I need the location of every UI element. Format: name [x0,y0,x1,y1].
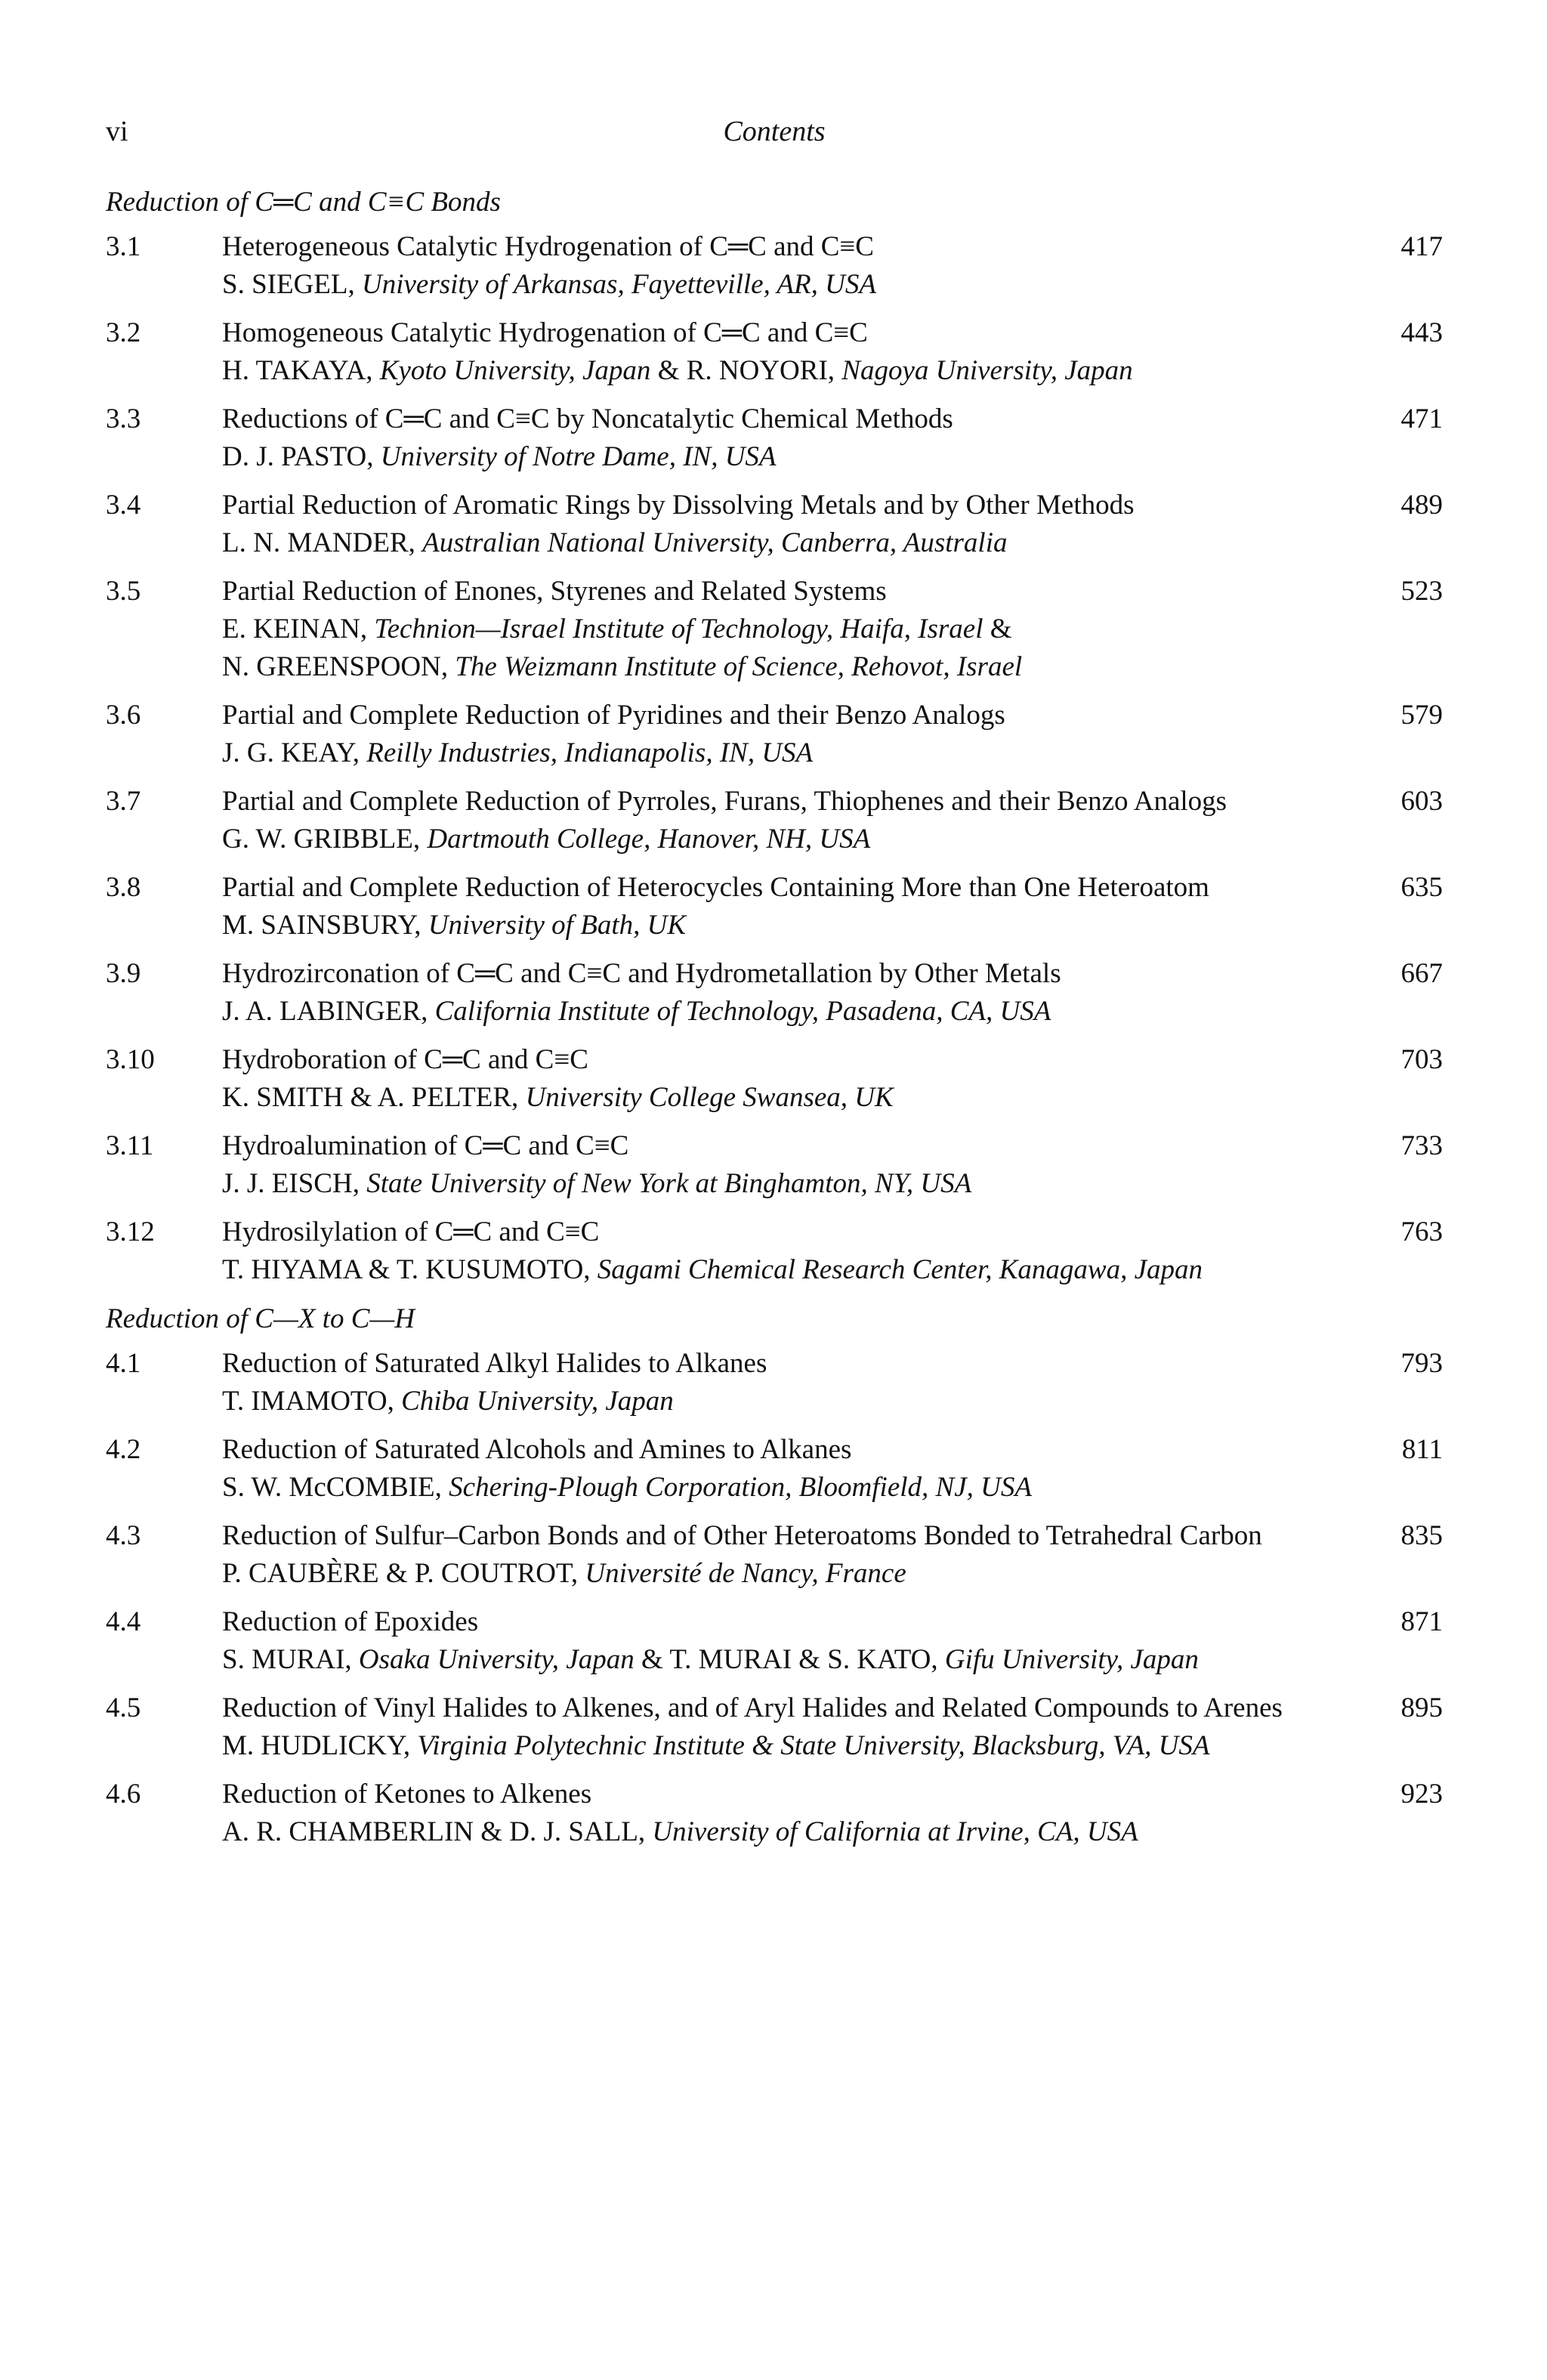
page-reference: 895 [1400,1692,1443,1723]
author-names: S. W. McCOMBIE, [222,1472,442,1503]
page-reference: 417 [1400,231,1443,262]
author-line [222,1383,1302,1420]
chapter-details [222,1127,1302,1203]
page-reference: 489 [1400,490,1443,521]
author-line [222,1165,1302,1203]
chapter-title: Partial Reduction of Enones, Styrenes and Related Systems [222,576,887,607]
page-reference: 471 [1400,403,1443,434]
page-reference: 763 [1400,1216,1443,1247]
author-affiliation: Osaka University, Japan [358,1644,635,1675]
page-reference: 703 [1400,1044,1443,1075]
author-line [222,648,1302,686]
chapter-number: 4.6 [106,1779,141,1810]
author-names: M. HUDLICKY, [222,1730,411,1761]
chapter-details [222,1431,1302,1507]
author-line [222,1469,1302,1507]
chapter-title: Partial and Complete Reduction of Heterocycles Containing More than One Heteroatom [222,872,1209,903]
toc-entry [106,314,1443,390]
toc-entry [106,1689,1443,1765]
chapter-details [222,1041,1302,1117]
chapter-title: Heterogeneous Catalytic Hydrogenation of C═C and C≡C [222,231,874,262]
author-affiliation: Australian National University, Canberra, Australia [422,527,1008,558]
chapter-number: 3.11 [106,1130,154,1161]
chapter-title: Reduction of Epoxides [222,1606,479,1637]
author-line [222,821,1302,858]
chapter-title: Reduction of Sulfur–Carbon Bonds and of Other Heteroatoms Bonded to Tetrahedral Carbon [222,1520,1262,1551]
page-reference: 811 [1401,1434,1443,1465]
chapter-details [222,1517,1302,1593]
author-names: H. TAKAYA, [222,355,373,386]
author-affiliation: Nagoya University, Japan [841,355,1133,386]
page-reference: 603 [1400,786,1443,817]
chapter-details [222,697,1302,772]
author-affiliation: Reilly Industries, Indianapolis, IN, USA [366,737,814,768]
author-line [222,907,1302,944]
author-names: & T. MURAI & S. KATO, [634,1644,945,1675]
author-line [222,524,1302,562]
author-line [222,352,1302,390]
chapter-details [222,955,1302,1031]
toc-entry [106,1041,1443,1117]
author-affiliation: Université de Nancy, France [585,1558,906,1589]
author-names: M. SAINSBURY, [222,910,421,941]
author-line [222,1641,1302,1679]
chapter-title: Reduction of Vinyl Halides to Alkenes, and of Aryl Halides and Related Compounds to Arenes [222,1692,1283,1723]
author-names: T. HIYAMA & T. KUSUMOTO, [222,1254,591,1285]
author-affiliation: University College Swansea, UK [525,1082,894,1113]
author-names: N. GREENSPOON, [222,651,449,682]
author-line [222,1727,1302,1765]
author-line [222,1079,1302,1117]
toc-entry [106,869,1443,944]
chapter-title: Hydroboration of C═C and C≡C [222,1044,588,1075]
author-line [222,438,1302,476]
author-line [222,610,1302,648]
author-affiliation: University of Bath, UK [428,910,686,941]
author-names: J. J. EISCH, [222,1168,360,1199]
chapter-number: 4.5 [106,1692,141,1723]
chapter-number: 3.2 [106,317,141,348]
author-line [222,734,1302,772]
chapter-details [222,228,1302,304]
author-affiliation: Kyoto University, Japan [379,355,651,386]
toc-entry [106,783,1443,858]
chapter-number: 3.3 [106,403,141,434]
chapter-number: 3.7 [106,786,141,817]
chapter-number: 3.1 [106,231,141,262]
author-names: S. SIEGEL, [222,269,355,300]
author-affiliation: State University of New York at Binghamton, NY, USA [366,1168,972,1199]
author-names: J. G. KEAY, [222,737,360,768]
section-heading: Reduction of C—X to C—H [106,1303,415,1334]
author-affiliation: University of Arkansas, Fayetteville, AR, USA [362,269,876,300]
toc-entry [106,487,1443,562]
chapter-details [222,1689,1302,1765]
author-names: A. R. CHAMBERLIN & D. J. SALL, [222,1816,646,1847]
chapter-number: 4.2 [106,1434,141,1465]
author-affiliation: Virginia Polytechnic Institute & State University, Blacksburg, VA, USA [417,1730,1210,1761]
toc-entry [106,1213,1443,1289]
chapter-title: Partial and Complete Reduction of Pyridines and their Benzo Analogs [222,700,1005,731]
author-line [222,266,1302,304]
chapter-details [222,1345,1302,1420]
toc-entry [106,1776,1443,1851]
section-heading: Reduction of C═C and C≡C Bonds [106,187,501,218]
toc-entry [106,1517,1443,1593]
chapter-details [222,869,1302,944]
chapter-details [222,314,1302,390]
chapter-title: Partial and Complete Reduction of Pyrroles, Furans, Thiophenes and their Benzo Analogs [222,786,1227,817]
chapter-title: Partial Reduction of Aromatic Rings by Dissolving Metals and by Other Methods [222,490,1135,521]
chapter-number: 3.10 [106,1044,155,1075]
page-reference: 579 [1400,700,1443,731]
chapter-title: Reduction of Ketones to Alkenes [222,1779,592,1810]
author-line [222,1813,1302,1851]
chapter-title: Hydrozirconation of C═C and C≡C and Hydrometallation by Other Metals [222,958,1061,989]
chapter-title: Hydroalumination of C═C and C≡C [222,1130,629,1161]
chapter-details [222,1603,1302,1679]
chapter-number: 3.9 [106,958,141,989]
chapter-details [222,487,1302,562]
author-affiliation: The Weizmann Institute of Science, Rehovot, Israel [455,651,1023,682]
toc-entry [106,400,1443,476]
chapter-title: Homogeneous Catalytic Hydrogenation of C═C and C≡C [222,317,868,348]
page-reference: 523 [1400,576,1443,607]
toc-entry [106,1345,1443,1420]
chapter-title: Reduction of Saturated Alcohols and Amines to Alkanes [222,1434,852,1465]
author-line [222,1251,1302,1289]
chapter-number: 3.12 [106,1216,155,1247]
page-reference: 733 [1400,1130,1443,1161]
author-affiliation: California Institute of Technology, Pasadena, CA, USA [434,996,1051,1027]
page-reference: 667 [1400,958,1443,989]
author-line [222,993,1302,1031]
chapter-title: Reduction of Saturated Alkyl Halides to Alkanes [222,1348,767,1379]
author-line [222,1555,1302,1593]
page-number: vi [106,116,128,147]
chapter-number: 4.3 [106,1520,141,1551]
author-names: D. J. PASTO, [222,441,374,472]
author-affiliation: Technion—Israel Institute of Technology, Haifa, Israel [374,614,983,644]
author-names: T. IMAMOTO, [222,1386,394,1417]
page-reference: 835 [1400,1520,1443,1551]
author-names: S. MURAI, [222,1644,352,1675]
author-affiliation: University of California at Irvine, CA, USA [652,1816,1138,1847]
author-affiliation: Gifu University, Japan [944,1644,1199,1675]
author-names: L. N. MANDER, [222,527,415,558]
author-names: & [983,614,1012,644]
author-affiliation: Sagami Chemical Research Center, Kanagawa, Japan [597,1254,1203,1285]
page-reference: 923 [1400,1779,1443,1810]
chapter-number: 4.4 [106,1606,141,1637]
chapter-details [222,573,1302,686]
toc-entry [106,697,1443,772]
author-names: & R. NOYORI, [650,355,842,386]
author-names: P. CAUBÈRE & P. COUTROT, [222,1558,579,1589]
chapter-details [222,783,1302,858]
page-reference: 871 [1400,1606,1443,1637]
chapter-details [222,1213,1302,1289]
page-reference: 635 [1400,872,1443,903]
author-names: E. KEINAN, [222,614,368,644]
chapter-number: 3.8 [106,872,141,903]
chapter-number: 4.1 [106,1348,141,1379]
author-affiliation: University of Notre Dame, IN, USA [380,441,777,472]
toc-entry [106,1603,1443,1679]
toc-entry [106,955,1443,1031]
running-head [106,115,1443,160]
author-names: K. SMITH & A. PELTER, [222,1082,519,1113]
running-title: Contents [723,116,826,147]
chapter-title: Reductions of C═C and C≡C by Noncatalytic Chemical Methods [222,403,953,434]
chapter-number: 3.4 [106,490,141,521]
toc-entry [106,228,1443,304]
author-names: J. A. LABINGER, [222,996,428,1027]
toc-entry [106,1431,1443,1507]
author-affiliation: Schering-Plough Corporation, Bloomfield, NJ, USA [449,1472,1032,1503]
author-names: G. W. GRIBBLE, [222,824,421,855]
chapter-number: 3.6 [106,700,141,731]
chapter-title: Hydrosilylation of C═C and C≡C [222,1216,600,1247]
toc-entry [106,573,1443,686]
chapter-details [222,400,1302,476]
page-reference: 793 [1400,1348,1443,1379]
page-reference: 443 [1400,317,1443,348]
author-affiliation: Dartmouth College, Hanover, NH, USA [427,824,871,855]
chapter-details [222,1776,1302,1851]
chapter-number: 3.5 [106,576,141,607]
table-of-contents [106,178,1443,1862]
toc-entry [106,1127,1443,1203]
author-affiliation: Chiba University, Japan [401,1386,674,1417]
